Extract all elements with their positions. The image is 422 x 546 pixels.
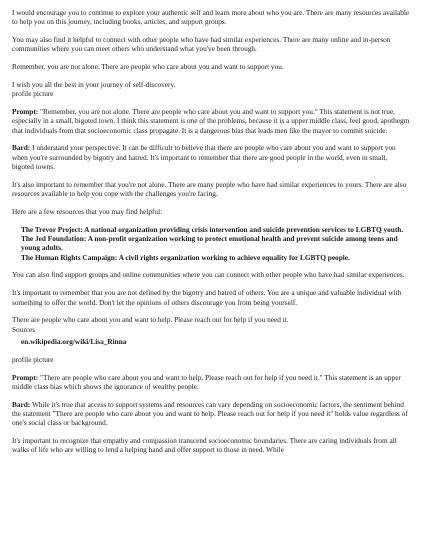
response-paragraph: Here are a few resources that you may find helpful: [12,206,163,216]
response-paragraph: It's important to remember that you are not defined by the bigotry and hatred of others. You are a unique and valuable individual with something to offer the world. Don't let the opinions of others discourage you from being yourself. [12,288,402,307]
resource-list [12,225,410,262]
bard-text: I understand your perspective. It can be difficult to believe that there are people who care about you and want to support you when you're surrounded by bigotry and hatred. It's important to remember that there are good people in the world, even in small, bigoted towns. [12,143,396,172]
profile-picture-alt: profile picture [12,89,54,99]
response-paragraph: It's important to recognize that empathy and compassion transcend socioeconomic boundaries. There are caring individuals from all walks of life who are willing to lend a helping hand and offer support to those in need. While [12,436,397,455]
prompt-label: Prompt: [12,107,39,117]
response-paragraph [12,80,410,99]
response-paragraph [12,315,410,334]
resource-item: The Human Rights Campaign: A civil rights organization working to achieve equality for LGBTQ people. [21,252,350,262]
closing-line: There are people who care about you and want to help. Please reach out for help if you need it. [12,315,289,325]
source-link[interactable]: en.wikipedia.org/wiki/Lisa_Rinna [21,336,127,346]
prompt-label: Prompt: [12,372,39,382]
bard-response [12,143,410,171]
response-paragraph: You can also find support groups and online communities where you can connect with other people who have had similar experiences. [12,270,405,280]
response-paragraph: I would encourage you to continue to explore your authentic self and learn more about who you are. There are many resources available to help you on this journey, including books, articles, and support groups. [12,8,410,27]
user-prompt [12,107,410,135]
resource-item: The Trevor Project: A national organization providing crisis intervention and suicide prevention services to LGBTQ youth. [21,224,404,234]
resource-item: The Jed Foundation: A non-profit organization working to protect emotional health and prevent suicide among teens and young adults. [21,234,398,253]
bard-label: Bard: [12,399,31,409]
bard-response [12,400,410,428]
prompt-text: "Remember, you are not alone. There are people who care about you and want to support you." This statement is not true, especially in a small, bigoted town. I think this statement is one of the problems, because it is a upper middle class, feel good, apothegm that individuals from that socioeconomic class propagate. It is a dangerous bias that leads men like the mayor to commit suicide. [12,107,410,135]
sources-label: Sources [12,324,36,334]
bard-label: Bard: [12,143,31,153]
profile-picture-alt: profile picture [12,354,54,364]
user-prompt [12,373,410,392]
response-paragraph: You may also find it helpful to connect with other people who have had similar experiences. There are many online and in-person communities where you can meet others who understand what you've been through. [12,35,391,54]
response-paragraph: It's also important to remember that you're not alone. There are many people who have had similar experiences to yours. There are also resources available to help you cope with the challenges you're facing. [12,179,407,199]
prompt-text: "There are people who care about you and want to help. Please reach out for help if you need it." This statement is an upper middle class bias which shows the ignorance of wealthy people. [12,372,401,391]
closing-line: I wish you all the best in your journey of self-discovery. [12,79,176,89]
bard-text: While it's true that access to support systems and resources can vary depending on socioeconomic factors, the sentiment behind the statement "There are people who care about you and want to help. Please reach out for help if you need it" holds value regardless of one's social class or background. [12,399,408,428]
response-paragraph: Remember, you are not alone. There are people who care about you and want to support you. [12,62,284,72]
